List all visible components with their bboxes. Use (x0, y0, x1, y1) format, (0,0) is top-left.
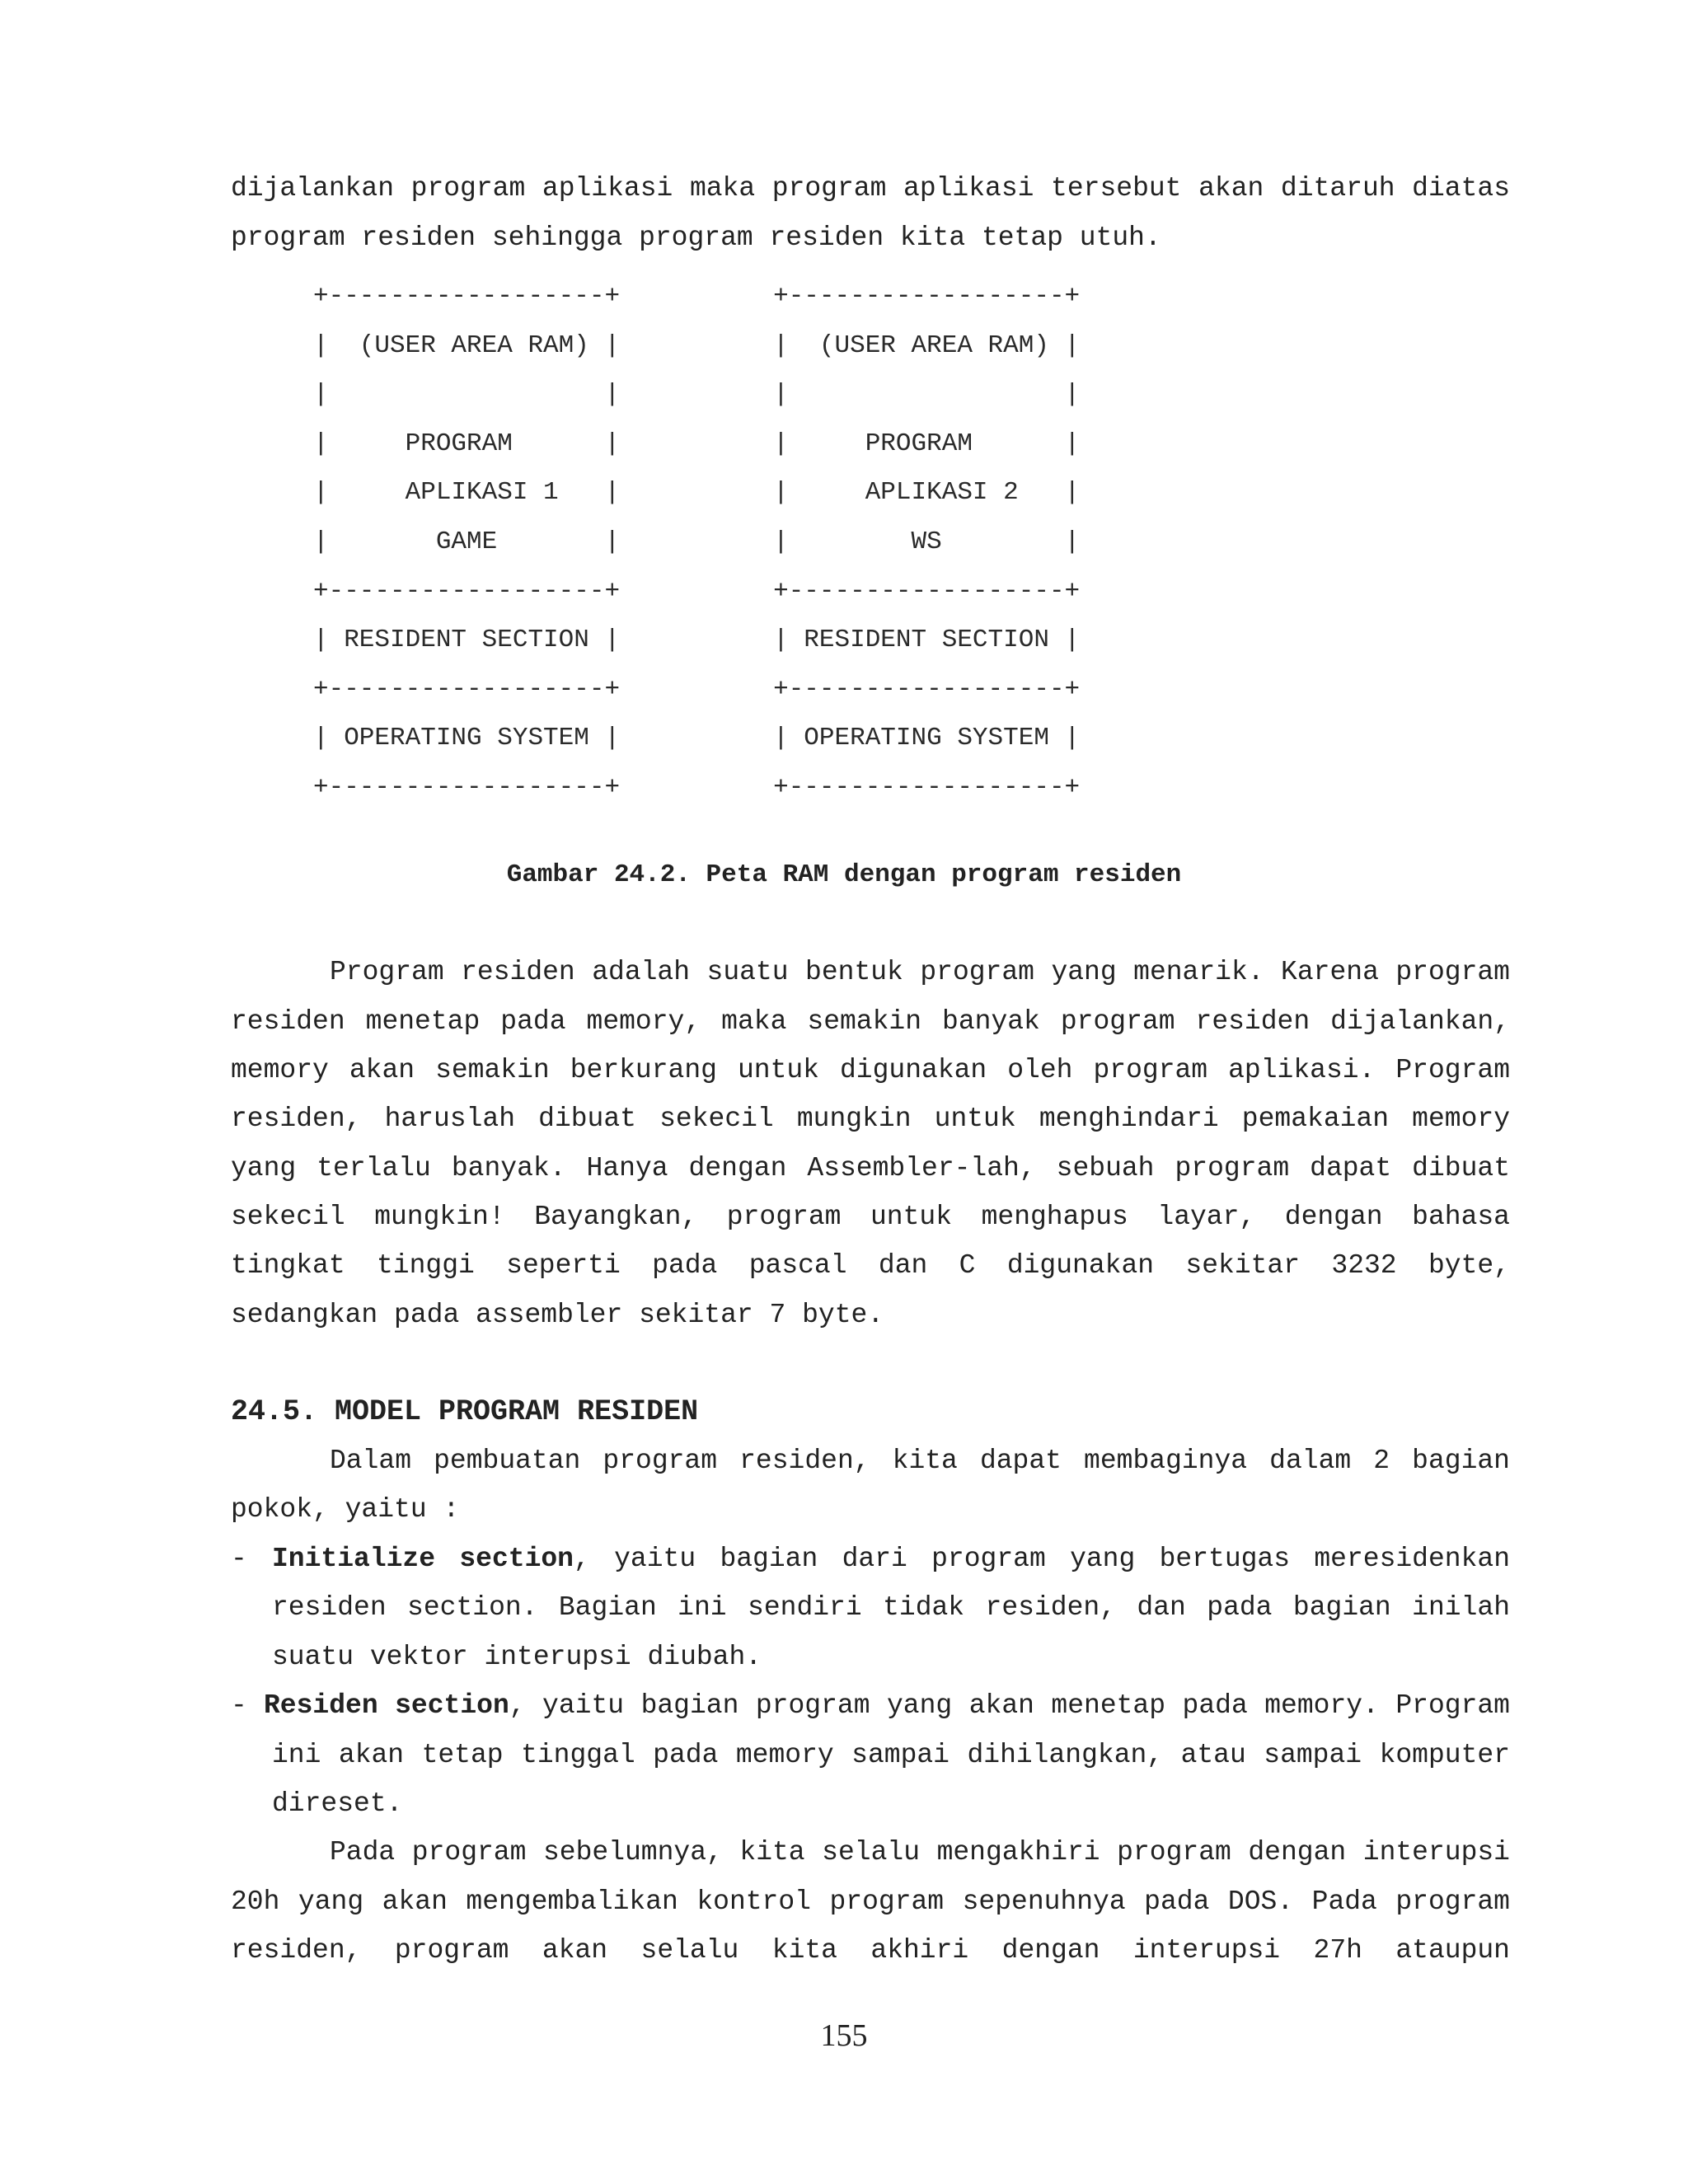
ram-map-diagram: +------------------+ +------------------+ | (USER AREA RAM) | | (USER AREA RAM) | | | | | | PROGRAM | | PROGRAM | | APLIKASI 1 | | APLIKASI 2 | | GAME | | WS | +------------------+ +------------------+ | RESIDENT SECTION | | RESIDENT SECTION | +------------------+ +------------------+ | OPERATING SYSTEM | | OPERATING SYSTEM | +------------------+ +------------------+ (313, 282, 1081, 802)
bullet-2-term: Residen section (264, 1690, 509, 1721)
para1-line-6: sekecil mungkin! Bayangkan, program untuk menghapus layar, dengan bahasa (231, 1202, 1510, 1232)
bullet-1-dash: - (231, 1544, 247, 1574)
bullet-2-text: , yaitu bagian program yang akan menetap pada memory. Program (509, 1690, 1510, 1721)
para3-line-2: 20h yang akan mengembalikan kontrol program sepenuhnya pada DOS. Pada program (231, 1886, 1510, 1917)
section-heading: 24.5. MODEL PROGRAM RESIDEN (231, 1395, 699, 1428)
para3-line-1: Pada program sebelumnya, kita selalu mengakhiri program dengan interupsi (330, 1837, 1510, 1868)
para2-line-2: pokok, yaitu : (231, 1494, 460, 1525)
para1-line-1: Program residen adalah suatu bentuk program yang menarik. Karena program (330, 957, 1510, 987)
para1-line-4: residen, haruslah dibuat sekecil mungkin untuk menghindari pemakaian memory (231, 1104, 1510, 1134)
para1-line-2: residen menetap pada memory, maka semakin banyak program residen dijalankan, (231, 1006, 1510, 1037)
para2-line-1: Dalam pembuatan program residen, kita dapat membaginya dalam 2 bagian (330, 1446, 1510, 1476)
para1-line-3: memory akan semakin berkurang untuk digunakan oleh program aplikasi. Program (231, 1055, 1510, 1085)
bullet-2-line-2: ini akan tetap tinggal pada memory sampai dihilangkan, atau sampai komputer (272, 1740, 1510, 1770)
page-number: 155 (820, 2018, 868, 2053)
para3-line-3: residen, program akan selalu kita akhiri dengan interupsi 27h ataupun (231, 1935, 1510, 1966)
bullet-1-term: Initialize section (272, 1544, 574, 1574)
bullet-1-line-1 (272, 1543, 1510, 1576)
bullet-2-line-3: direset. (272, 1788, 403, 1819)
bullet-2-dash: - (231, 1690, 247, 1721)
bullet-1-line-3: suatu vektor interupsi diubah. (272, 1642, 762, 1672)
bullet-1-line-2: residen section. Bagian ini sendiri tidak residen, dan pada bagian inilah (272, 1592, 1510, 1623)
bullet-2-line-1 (264, 1690, 1510, 1722)
bullet-1-text: , yaitu bagian dari program yang bertugas meresidenkan (573, 1544, 1510, 1574)
para1-line-8: sedangkan pada assembler sekitar 7 byte. (231, 1300, 884, 1330)
intro-line-1: dijalankan program aplikasi maka program aplikasi tersebut akan ditaruh diatas (231, 173, 1510, 204)
figure-caption: Gambar 24.2. Peta RAM dengan program residen (506, 860, 1182, 889)
intro-line-2: program residen sehingga program residen kita tetap utuh. (231, 223, 1161, 253)
para1-line-7: tingkat tinggi seperti pada pascal dan C digunakan sekitar 3232 byte, (231, 1250, 1510, 1281)
para1-line-5: yang terlalu banyak. Hanya dengan Assembler-lah, sebuah program dapat dibuat (231, 1153, 1510, 1183)
